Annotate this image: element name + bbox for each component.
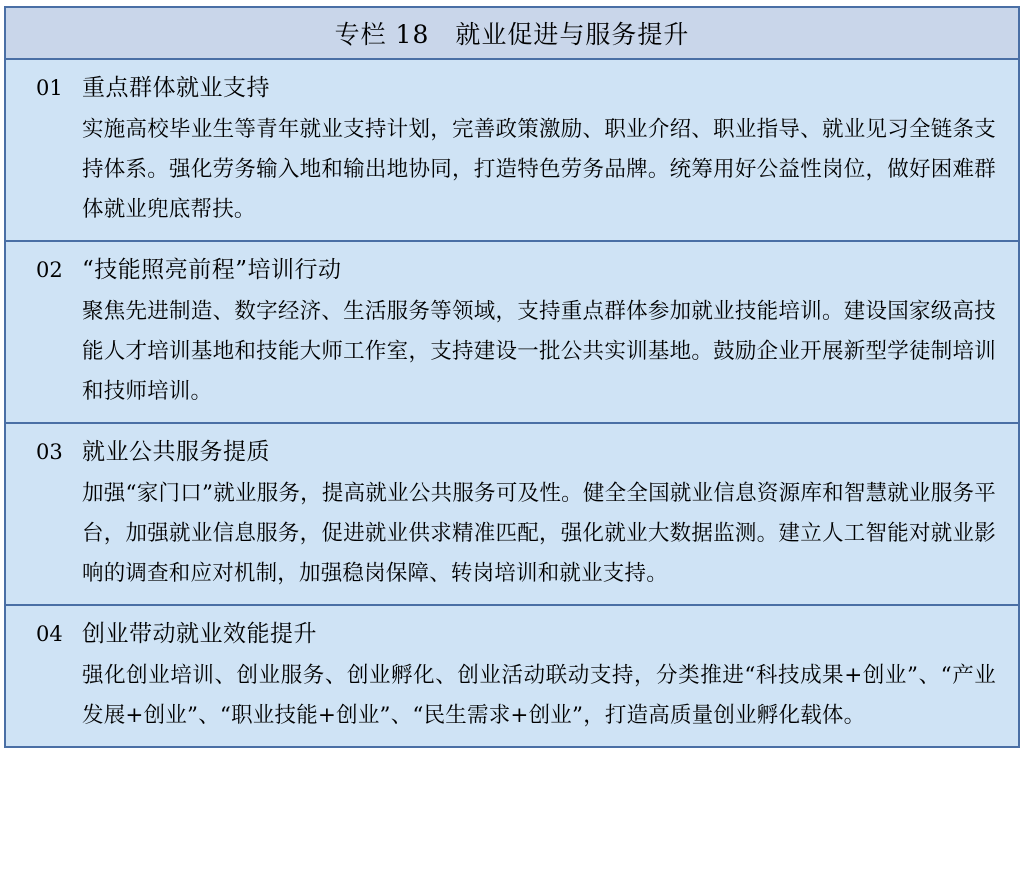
item-body: 加强“家门口”就业服务，提高就业公共服务可及性。健全全国就业信息资源库和智慧就业服务平台，加强就业信息服务，促进就业供求精准匹配，强化就业大数据监测。建立人工智能对就业影响的调查和应对机制，加强稳岗保障、转岗培训和就业支持。 <box>82 481 996 586</box>
list-item <box>6 424 1018 606</box>
list-item <box>6 60 1018 242</box>
list-item <box>6 606 1018 746</box>
item-number: 03 <box>36 440 63 464</box>
item-number: 02 <box>36 258 63 282</box>
item-body: 聚焦先进制造、数字经济、生活服务等领域，支持重点群体参加就业技能培训。建设国家级高技能人才培训基地和技能大师工作室，支持建设一批公共实训基地。鼓励企业开展新型学徒制培训和技师培训。 <box>82 299 996 404</box>
item-content <box>82 432 1000 594</box>
item-number: 04 <box>36 622 63 646</box>
list-item <box>6 242 1018 424</box>
table-title-bar <box>4 6 1020 60</box>
item-heading: 重点群体就业支持 <box>82 75 270 101</box>
item-list <box>4 60 1020 748</box>
item-content <box>82 250 1000 412</box>
item-number: 01 <box>36 76 63 100</box>
item-content <box>82 68 1000 230</box>
item-heading: 就业公共服务提质 <box>82 439 270 465</box>
item-heading: 创业带动就业效能提升 <box>82 621 317 647</box>
item-body: 强化创业培训、创业服务、创业孵化、创业活动联动支持，分类推进“科技成果+创业”、“产业发展+创业”、“职业技能+创业”、“民生需求+创业”，打造高质量创业孵化载体。 <box>82 663 996 728</box>
item-heading: “技能照亮前程”培训行动 <box>82 257 342 283</box>
page-title: 专栏 18 就业促进与服务提升 <box>334 20 690 49</box>
item-content <box>82 614 1000 736</box>
item-body: 实施高校毕业生等青年就业支持计划，完善政策激励、职业介绍、职业指导、就业见习全链条支持体系。强化劳务输入地和输出地协同，打造特色劳务品牌。统筹用好公益性岗位，做好困难群体就业兜底帮扶。 <box>82 117 996 222</box>
